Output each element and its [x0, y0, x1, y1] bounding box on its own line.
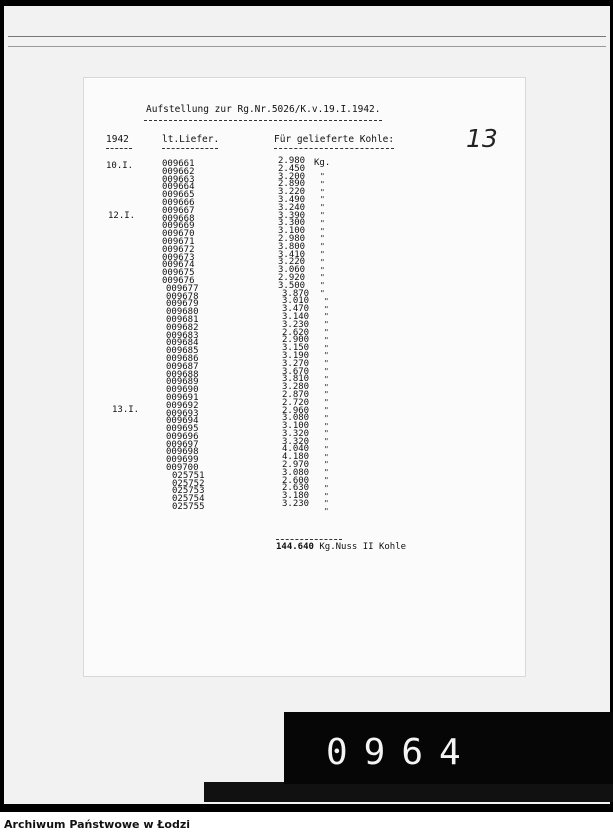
date-label: 10.I.: [106, 161, 134, 171]
ditto-mark: ": [324, 413, 329, 423]
date-label: 13.I.: [112, 405, 140, 415]
ditto-mark: ": [320, 218, 325, 228]
delivery-number: 009673: [162, 252, 195, 263]
ditto-mark: ": [324, 398, 329, 408]
total-line: [276, 542, 406, 552]
delivery-number: 009688: [166, 369, 199, 380]
delivery-number-header: lt.Liefer.: [162, 134, 220, 145]
amount-value: 3.280: [282, 382, 310, 393]
amount-value: 3.490: [278, 194, 306, 205]
ditto-mark: ": [324, 320, 329, 330]
delivery-number: 009666: [162, 197, 195, 208]
amount-value: 3.300: [278, 218, 306, 229]
delivery-number: 009685: [166, 346, 199, 357]
amount-value: 3.870: [282, 288, 310, 299]
document-sheet: [84, 78, 525, 676]
date-label: 12.I.: [108, 211, 136, 221]
ditto-mark: ": [324, 499, 329, 509]
amount-header: Für gelieferte Kohle:: [274, 134, 395, 145]
amount-value: 3.080: [282, 413, 310, 424]
amount-value: 3.670: [282, 366, 310, 377]
amount-value: 3.140: [282, 311, 310, 322]
delivery-number: 009675: [162, 268, 195, 279]
delivery-number: 009696: [166, 431, 199, 442]
title-underline: [144, 120, 382, 121]
delivery-number: 009671: [162, 236, 195, 247]
ditto-mark: ": [324, 437, 329, 447]
total-value: 144.640: [276, 542, 314, 552]
delivery-number: 009672: [162, 244, 195, 255]
ditto-mark: ": [320, 257, 325, 267]
delivery-number: 009700: [166, 463, 199, 474]
delivery-number-header-underline: [162, 148, 218, 149]
amount-value: 3.230: [282, 319, 310, 330]
delivery-number: 009663: [162, 174, 195, 185]
amount-value: 2.970: [282, 460, 310, 471]
total-suffix: Kg.Nuss II Kohle: [319, 542, 407, 552]
amount-value: 3.240: [278, 202, 306, 213]
delivery-number: 009693: [166, 408, 199, 419]
delivery-number: 009694: [166, 416, 199, 427]
delivery-number: 009698: [166, 447, 199, 458]
amount-value: 2.620: [282, 327, 310, 338]
delivery-number-column: [162, 161, 205, 512]
delivery-number: 025753: [172, 486, 205, 497]
ditto-mark: ": [324, 359, 329, 369]
delivery-number: 009695: [166, 424, 199, 435]
amount-value: 3.060: [278, 265, 306, 276]
ditto-mark: ": [320, 210, 325, 220]
ditto-mark: ": [324, 491, 329, 501]
amount-value: 3.220: [278, 187, 306, 198]
film-scratch-line: [8, 36, 606, 37]
delivery-number: 025754: [172, 494, 205, 505]
document-title: Aufstellung zur Rg.Nr.5026/K.v.19.I.1942.: [146, 104, 381, 115]
ditto-mark: ": [324, 304, 329, 314]
delivery-number: 009678: [166, 291, 199, 302]
delivery-number: 025755: [172, 502, 205, 513]
delivery-number: 009676: [162, 275, 195, 286]
amount-value: 3.500: [278, 280, 306, 291]
delivery-number: 009691: [166, 392, 199, 403]
film-frame: [4, 6, 610, 804]
amount-value: 2.900: [282, 335, 310, 346]
folio-number: 13: [466, 124, 498, 153]
year-header-underline: [106, 148, 132, 149]
ditto-mark: ": [324, 405, 329, 415]
delivery-number: 025751: [172, 470, 205, 481]
delivery-number: 009692: [166, 400, 199, 411]
amount-value: 2.920: [278, 272, 306, 283]
delivery-number: 009679: [166, 299, 199, 310]
ditto-mark: ": [320, 234, 325, 244]
sum-underline: [276, 539, 342, 540]
ditto-mark: ": [324, 421, 329, 431]
ditto-mark: ": [324, 327, 329, 337]
ditto-mark: ": [324, 452, 329, 462]
amount-value: 3.470: [282, 304, 310, 315]
delivery-number: 009684: [166, 338, 199, 349]
amount-value: 2.600: [282, 475, 310, 486]
amount-value: 3.230: [282, 499, 310, 510]
amount-value: 3.180: [282, 491, 310, 502]
amount-column: [278, 158, 309, 509]
amount-value: 3.320: [282, 436, 310, 447]
ditto-mark: ": [324, 382, 329, 392]
ditto-mark: ": [320, 187, 325, 197]
amount-value: 3.200: [278, 171, 306, 182]
ditto-mark: ": [324, 296, 329, 306]
ditto-mark: ": [324, 483, 329, 493]
amount-header-underline: [274, 148, 394, 149]
ditto-mark: ": [324, 351, 329, 361]
amount-value: 4.180: [282, 452, 310, 463]
delivery-number: 009664: [162, 182, 195, 193]
amount-value: 3.270: [282, 358, 310, 369]
first-amount-unit: Kg.: [314, 158, 331, 168]
ditto-mark: ": [324, 429, 329, 439]
archive-credit: Archiwum Państwowe w Łodzi: [4, 818, 191, 831]
delivery-number: 009662: [162, 166, 195, 177]
delivery-number: 009690: [166, 385, 199, 396]
amount-value: 3.100: [278, 226, 306, 237]
ditto-mark: ": [324, 374, 329, 384]
amount-value: 3.010: [282, 296, 310, 307]
film-scratch-line: [8, 46, 606, 47]
ditto-mark-column: [320, 173, 329, 516]
amount-value: 2.960: [282, 405, 310, 416]
ditto-mark: ": [320, 242, 325, 252]
delivery-number: 009682: [166, 322, 199, 333]
ditto-mark: ": [324, 460, 329, 470]
delivery-number: 009667: [162, 205, 195, 216]
delivery-number: 009681: [166, 314, 199, 325]
ditto-mark: ": [320, 265, 325, 275]
ditto-mark: ": [324, 468, 329, 478]
delivery-number: 009665: [162, 190, 195, 201]
delivery-number: 009699: [166, 455, 199, 466]
amount-value: 3.810: [282, 374, 310, 385]
amount-value: 3.220: [278, 257, 306, 268]
ditto-mark: ": [324, 390, 329, 400]
amount-value: 3.080: [282, 467, 310, 478]
year-header: 1942: [106, 134, 129, 145]
ditto-mark: ": [320, 249, 325, 259]
ditto-mark: ": [324, 476, 329, 486]
ditto-mark: ": [320, 172, 325, 181]
delivery-number: 009686: [166, 353, 199, 364]
amount-value: 2.630: [282, 483, 310, 494]
amount-value: 3.150: [282, 343, 310, 354]
delivery-number: 009670: [162, 229, 195, 240]
delivery-number: 009689: [166, 377, 199, 388]
amount-value: 3.190: [282, 350, 310, 361]
delivery-number: 009680: [166, 307, 199, 318]
ditto-mark: ": [320, 195, 325, 205]
delivery-number: 009697: [166, 439, 199, 450]
delivery-number: 009674: [162, 260, 195, 271]
delivery-number: 009669: [162, 221, 195, 232]
amount-value: 3.100: [282, 421, 310, 432]
ditto-mark: ": [324, 444, 329, 454]
delivery-number: 009687: [166, 361, 199, 372]
ditto-mark: ": [324, 335, 329, 345]
frame-number-stamp: [284, 712, 613, 784]
amount-value: 2.870: [282, 389, 310, 400]
amount-value: 3.390: [278, 210, 306, 221]
ditto-mark: ": [320, 179, 325, 189]
ditto-mark: ": [320, 226, 325, 236]
delivery-number: 009668: [162, 213, 195, 224]
film-dark-band: [204, 782, 613, 802]
delivery-number: 009661: [162, 159, 195, 169]
ditto-mark: ": [324, 366, 329, 376]
ditto-mark: ": [320, 288, 325, 298]
amount-value: 2.720: [282, 397, 310, 408]
ditto-mark: ": [324, 312, 329, 322]
ditto-mark: ": [320, 281, 325, 291]
amount-value: 3.320: [282, 428, 310, 439]
ditto-mark: ": [324, 507, 329, 517]
amount-value: 3.800: [278, 241, 306, 252]
delivery-number: 009683: [166, 330, 199, 341]
delivery-number: 025752: [172, 478, 205, 489]
amount-value: 2.890: [278, 179, 306, 190]
amount-value: 3.410: [278, 249, 306, 260]
amount-value: 2.980: [278, 233, 306, 244]
amount-value: 4.040: [282, 444, 310, 455]
delivery-number: 009677: [166, 283, 199, 294]
frame-number: 0964: [326, 732, 477, 773]
amount-value: 2.450: [278, 163, 306, 174]
amount-value: 2.980: [278, 156, 306, 166]
ditto-mark: ": [324, 343, 329, 353]
ditto-mark: ": [320, 273, 325, 283]
ditto-mark: ": [320, 203, 325, 213]
